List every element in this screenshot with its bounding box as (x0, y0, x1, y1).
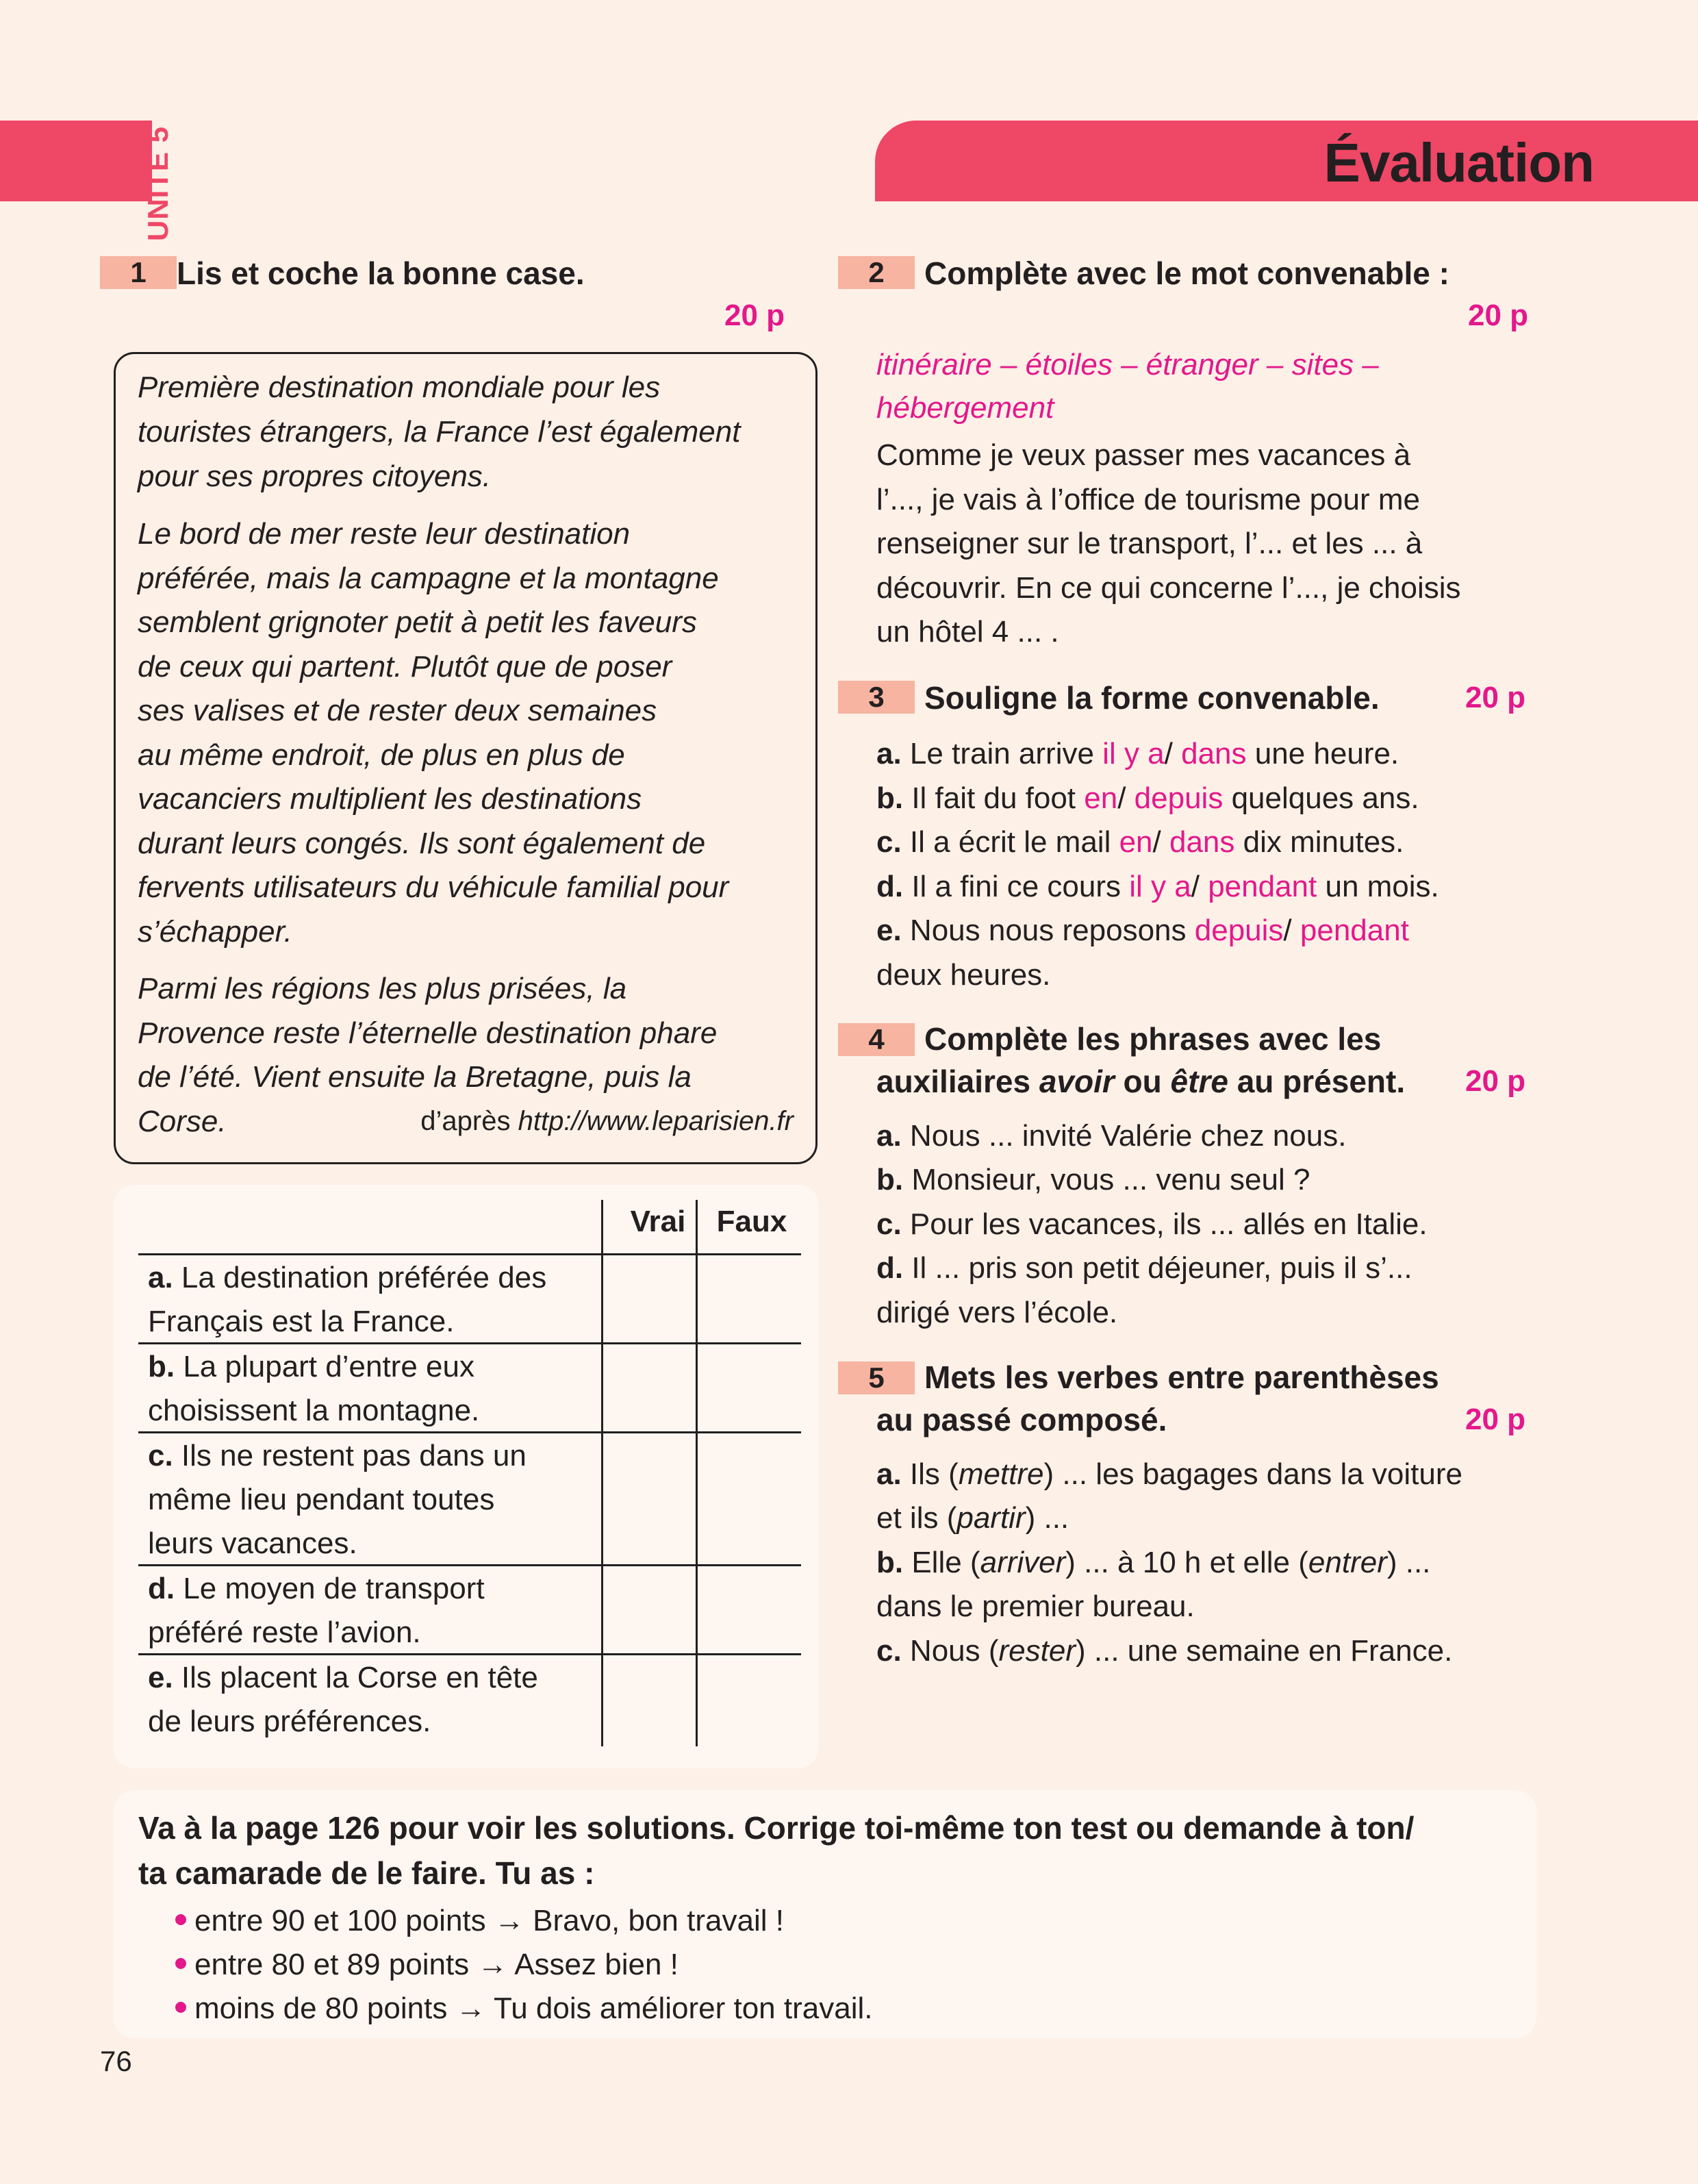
option[interactable]: il y a (1102, 737, 1165, 770)
text-line: ses valises et de rester deux semaines (138, 694, 657, 727)
cell-false-e[interactable] (698, 1656, 801, 1745)
ex2-number: 2 (838, 256, 915, 289)
option[interactable]: depuis (1134, 781, 1224, 815)
solutions-instruction: ta camarade de le faire. Tu as : (138, 1855, 595, 1891)
text-line: pour ses propres citoyens. (138, 460, 492, 493)
option[interactable]: pendant (1208, 870, 1317, 903)
text-line: s’échapper. (138, 915, 292, 949)
text-line: au même endroit, de plus en plus de (138, 738, 625, 772)
ex4-item-continuation: dirigé vers l’école. (876, 1296, 1118, 1329)
text-line: durant leurs congés. Ils sont également de (138, 827, 706, 860)
ex5-number: 5 (838, 1361, 915, 1394)
ex5-title-line2: au passé composé. (876, 1402, 1167, 1438)
cell-false-a[interactable] (698, 1256, 801, 1341)
page-title: Évaluation (1323, 132, 1594, 193)
ex4-title: Complète les phrases avec les (924, 1021, 1382, 1057)
ex2-word-list: hébergement (876, 391, 1054, 425)
cell-true-d[interactable] (604, 1567, 694, 1652)
ex2-text-line: découvrir. En ce qui concerne l’..., je choisis (876, 571, 1461, 605)
bullet-icon (175, 1914, 186, 1925)
ex2-text-line: renseigner sur le transport, l’... et les ... à (876, 527, 1423, 560)
ex1-number: 1 (100, 256, 177, 289)
cell-true-e[interactable] (604, 1656, 694, 1745)
solutions-panel (114, 1790, 1536, 2038)
option[interactable]: dans (1169, 825, 1235, 859)
text-line: Corse. (138, 1105, 227, 1138)
ex3-item: c. Il a écrit le mail en/ dans dix minutes. (876, 825, 1404, 859)
ex5-item: b. Elle (arriver) ... à 10 h et elle (entrer) ... (876, 1546, 1431, 1579)
ex2-word-list: itinéraire – étoiles – étranger – sites – (876, 348, 1379, 381)
text-line: semblent grignoter petit à petit les faveurs (138, 605, 697, 639)
option[interactable]: en (1084, 781, 1118, 815)
ex5-title: Mets les verbes entre parenthèses (924, 1359, 1439, 1395)
solutions-instruction: Va à la page 126 pour voir les solutions. Corrige toi-même ton test ou demande à ton/ (138, 1810, 1415, 1846)
table-row: c. Ils ne restent pas dans un même lieu pendant toutes leurs vacances. (148, 1439, 527, 1560)
cell-true-a[interactable] (604, 1256, 694, 1341)
option[interactable]: dans (1181, 737, 1247, 770)
ex3-item: b. Il fait du foot en/ depuis quelques ans. (876, 781, 1419, 815)
text-line: préférée, mais la campagne et la montagne (138, 562, 719, 595)
ex5-item-continuation: dans le premier bureau. (876, 1590, 1195, 1623)
text-line: Le bord de mer reste leur destination (138, 517, 631, 551)
ex3-item: d. Il a fini ce cours il y a/ pendant un mois. (876, 870, 1439, 903)
bullet-icon (175, 2002, 186, 2013)
col-header-false: Faux (716, 1205, 787, 1238)
table-row: a. La destination préférée des Français est la France. (148, 1261, 547, 1338)
option[interactable]: depuis (1194, 914, 1284, 947)
table-row: d. Le moyen de transport préféré reste l’avion. (148, 1572, 485, 1649)
cell-true-b[interactable] (604, 1345, 694, 1430)
ex2-text-line: Comme je veux passer mes vacances à (876, 438, 1411, 472)
ex4-title-line2: auxiliaires avoir ou être au présent. (876, 1064, 1406, 1099)
ex2-points: 20 p (1468, 299, 1529, 332)
option[interactable]: pendant (1300, 914, 1409, 947)
text-line: de ceux qui partent. Plutôt que de poser (138, 650, 672, 683)
unit-label: UNITÉ 5 (142, 125, 174, 242)
text-line: de l’été. Vient ensuite la Bretagne, puis la (138, 1060, 692, 1094)
score-bullet: entre 90 et 100 points → Bravo, bon travail ! (175, 1898, 784, 1943)
cell-false-d[interactable] (698, 1567, 801, 1652)
score-bullet: moins de 80 points → Tu dois améliorer ton travail. (175, 1986, 872, 2031)
text-line: Parmi les régions les plus prisées, la (138, 972, 627, 1005)
ex1-title: Lis et coche la bonne case. (177, 255, 585, 291)
ex4-points: 20 p (1465, 1064, 1526, 1098)
ex5-item: c. Nous (rester) ... une semaine en France. (876, 1634, 1453, 1668)
ex4-number: 4 (838, 1023, 915, 1056)
ex2-title: Complète avec le mot convenable : (924, 255, 1449, 291)
table-divider (696, 1200, 698, 1746)
table-rule (138, 1253, 801, 1255)
ex5-item: a. Ils (mettre) ... les bagages dans la voiture (876, 1457, 1462, 1491)
cell-true-c[interactable] (604, 1434, 694, 1563)
cell-false-c[interactable] (698, 1434, 801, 1563)
true-false-table-panel (114, 1185, 819, 1768)
ex3-item: a. Le train arrive il y a/ dans une heure. (876, 737, 1399, 770)
ex3-item-continuation: deux heures. (876, 958, 1051, 992)
option[interactable]: il y a (1129, 870, 1191, 903)
ex4-item: b. Monsieur, vous ... venu seul ? (876, 1163, 1310, 1196)
cell-false-b[interactable] (698, 1345, 801, 1430)
bullet-icon (175, 1958, 186, 1969)
text-line: fervents utilisateurs du véhicule familial pour (138, 870, 729, 904)
ex3-item: e. Nous nous reposons depuis/ pendant (876, 914, 1409, 947)
score-bullet: entre 80 et 89 points → Assez bien ! (175, 1942, 679, 1987)
ex5-points: 20 p (1465, 1403, 1526, 1436)
header-left-band (0, 121, 152, 201)
ex4-item: d. Il ... pris son petit déjeuner, puis il s’... (876, 1251, 1412, 1285)
source-citation: d’après http://www.leparisien.fr (420, 1106, 794, 1136)
ex4-item: c. Pour les vacances, ils ... allés en Italie. (876, 1207, 1428, 1241)
option[interactable]: en (1119, 825, 1153, 859)
text-line: Première destination mondiale pour les (138, 371, 661, 404)
page-number: 76 (100, 2045, 132, 2077)
ex5-item-continuation: et ils (partir) ... (876, 1501, 1069, 1535)
ex2-text-line: l’..., je vais à l’office de tourisme pour me (876, 483, 1420, 516)
ex3-number: 3 (838, 681, 915, 714)
ex1-points: 20 p (724, 299, 785, 332)
text-line: vacanciers multiplient les destinations (138, 782, 642, 816)
ex4-item: a. Nous ... invité Valérie chez nous. (876, 1119, 1347, 1153)
ex2-text-line: un hôtel 4 ... . (876, 615, 1059, 649)
text-line: Provence reste l’éternelle destination phare (138, 1016, 718, 1050)
reading-text-box (114, 352, 818, 1164)
source-url: http://www.leparisien.fr (518, 1106, 794, 1136)
ex3-points: 20 p (1465, 681, 1526, 714)
table-divider (601, 1200, 603, 1746)
ex3-title: Souligne la forme convenable. (924, 680, 1380, 716)
table-row: e. Ils placent la Corse en tête de leurs préférences. (148, 1661, 538, 1738)
text-line: touristes étrangers, la France l’est également (138, 415, 741, 449)
col-header-true: Vrai (630, 1205, 686, 1238)
table-row: b. La plupart d’entre eux choisissent la montagne. (148, 1350, 480, 1427)
